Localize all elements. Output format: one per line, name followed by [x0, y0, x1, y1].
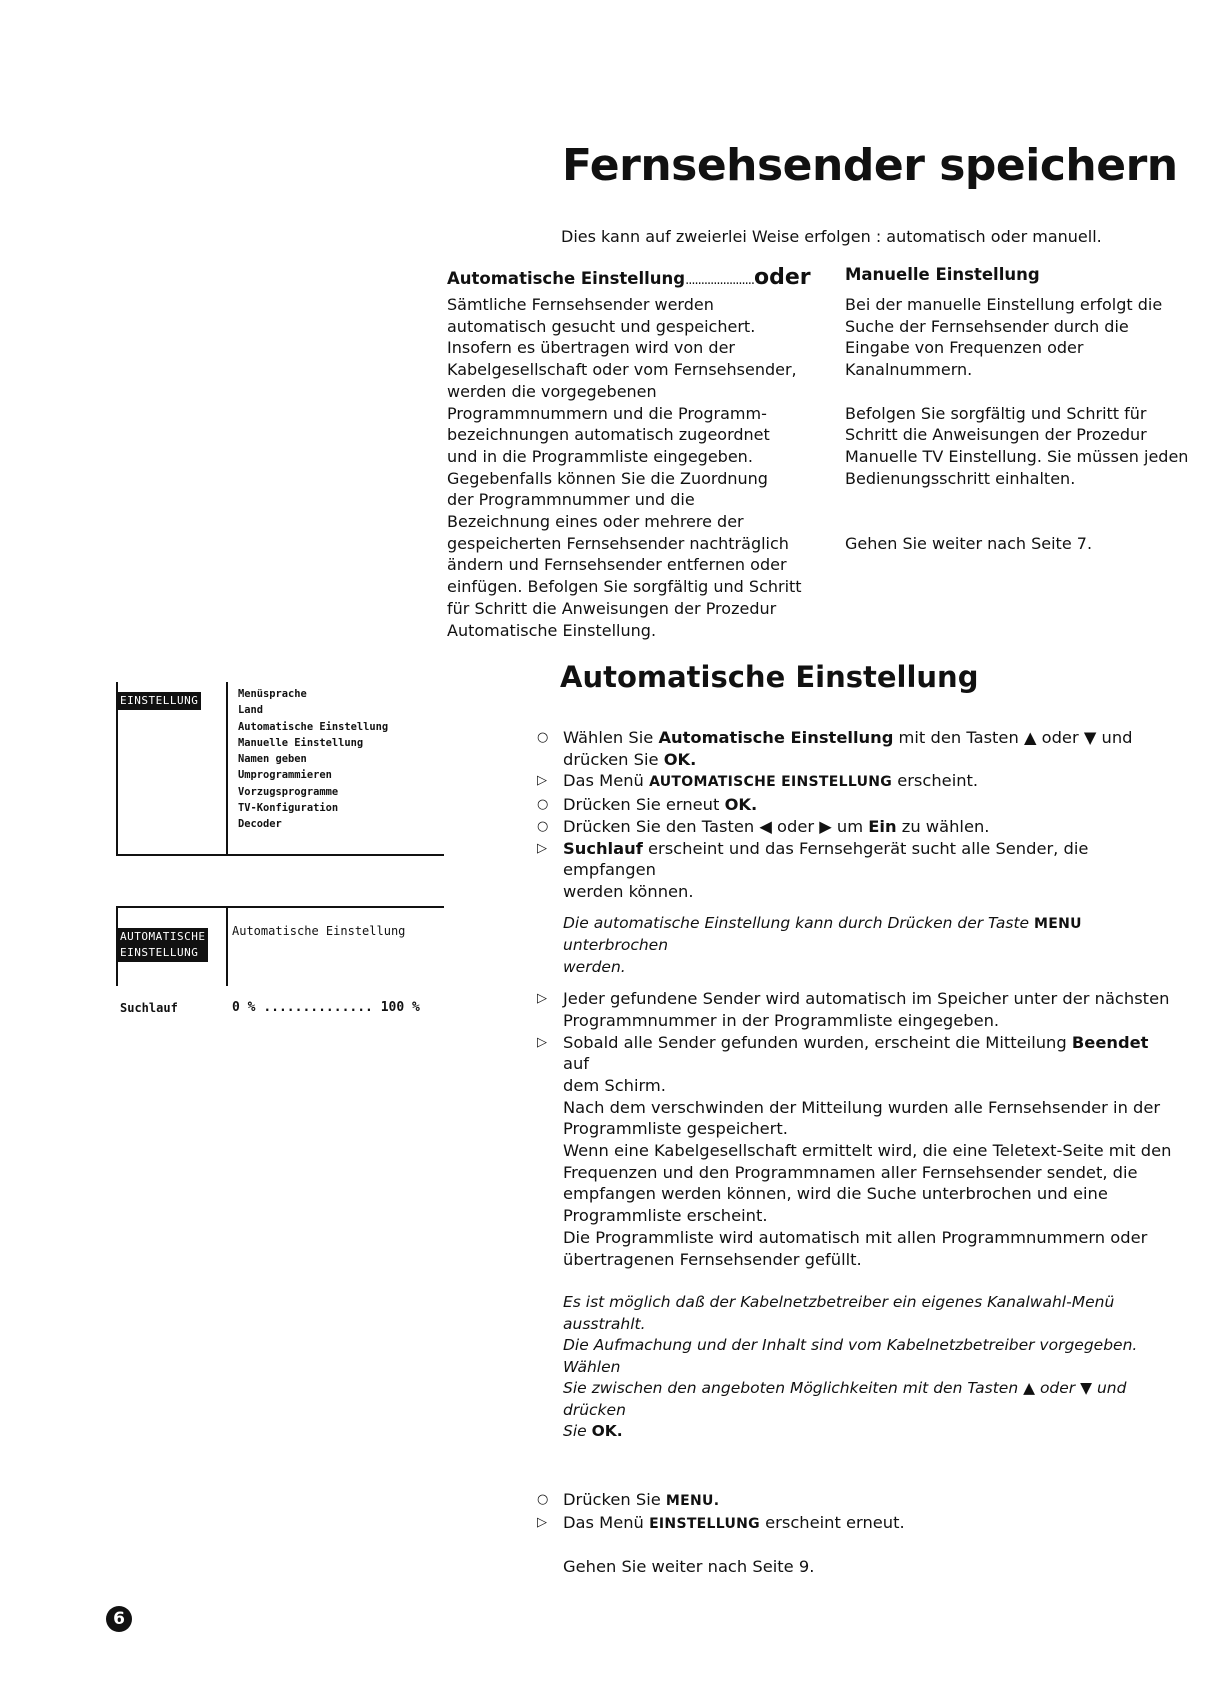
step-press-ok [537, 794, 1177, 816]
text-line: bezeichnungen automatisch zugeordnet [447, 425, 770, 445]
note-interrupt [563, 913, 1177, 979]
menu-item: Vorzugsprogramme [238, 785, 339, 798]
text-line: Suche der Fernsehsender durch die [845, 316, 1129, 336]
step-bullet-icon: ○ [537, 797, 549, 813]
result-setup-menu [537, 1512, 1177, 1536]
text-line: dem Schirm. [563, 1075, 666, 1095]
result-arrow-icon: ▷ [537, 773, 547, 789]
progress-end: 100 % [380, 1000, 420, 1015]
result-arrow-icon: ▷ [537, 840, 547, 856]
menu-item: Namen geben [238, 753, 307, 766]
right-paragraph-2 [845, 403, 1195, 490]
menu-bottom-border [116, 854, 444, 856]
search-progress [232, 1000, 420, 1015]
note-smallcaps: MENU [1034, 915, 1082, 932]
menu-item: Decoder [238, 818, 282, 831]
text-line: der Programmnummer und die [447, 490, 695, 510]
step-bold: Ein [868, 816, 897, 836]
text-line: ändern und Fernsehsender entfernen oder [447, 555, 787, 575]
step-smallcaps: EINSTELLUNG [649, 1516, 760, 1533]
intro-text: Dies kann auf zweierlei Weise erfolgen : automatisch oder manuell. [561, 227, 1102, 246]
text-line: Gegebenfalls können Sie die Zuordnung [447, 468, 768, 488]
step-text: mit den Tasten ▲ oder ▼ und [893, 728, 1133, 747]
text-line: und in die Programmliste eingegeben. [447, 446, 753, 466]
step-text: auf [563, 1054, 590, 1074]
result-each-station [537, 988, 1177, 1031]
right-paragraph-3: Gehen Sie weiter nach Seite 7. [845, 533, 1093, 553]
step-bullet-icon: ○ [537, 1491, 549, 1507]
section-title: Automatische Einstellung [560, 660, 979, 694]
step-text: Das Menü [563, 771, 650, 791]
step-text: Das Menü [563, 1513, 650, 1533]
text-line: Kabelgesellschaft oder vom Fernsehsender, [447, 360, 797, 380]
text-line: Kanalnummern. [845, 360, 973, 380]
step-text: drücken Sie [563, 749, 664, 769]
text-line: Insofern es übertragen wird von der [447, 338, 735, 358]
menu-label-auto [117, 928, 208, 962]
menu-divider [226, 906, 228, 986]
text-line: Programmnummern und die Programm- [447, 403, 767, 423]
text-line: automatisch gesucht und gespeichert. [447, 316, 756, 336]
right-paragraph-1 [845, 294, 1195, 381]
menu-label-line: AUTOMATISCHE [120, 930, 206, 943]
page-number-badge: 6 [106, 1606, 132, 1632]
menu-item: Manuelle Einstellung [238, 736, 364, 749]
step-bullet-icon: ○ [537, 818, 549, 834]
note-text: werden. [563, 957, 626, 976]
left-column-text [447, 294, 837, 641]
step-select-on [537, 816, 1177, 838]
text-line: Automatische Einstellung. [447, 620, 657, 640]
step-bullet-icon: ○ [537, 730, 549, 745]
result-search [537, 838, 1177, 903]
step-text: Jeder gefundene Sender wird automatisch im Speicher unter der nächsten [563, 989, 1170, 1009]
progress-start: 0 % [232, 1000, 256, 1015]
result-arrow-icon: ▷ [537, 1515, 547, 1531]
note-cable-menu [563, 1292, 1177, 1443]
text-line: Befolgen Sie sorgfältig und Schritt für [845, 403, 1147, 423]
text-line: Nach dem verschwinden der Mitteilung wurden alle Fernsehsender in der [563, 1097, 1161, 1117]
step-press-menu [537, 1489, 1177, 1513]
text-line: Schritt die Anweisungen der Prozedur [845, 425, 1147, 445]
step-select-auto [537, 727, 1177, 770]
text-line: einfügen. Befolgen Sie sorgfältig und Schritt [447, 577, 802, 597]
auto-menu-title: Automatische Einstellung [232, 924, 406, 938]
menu-item: Umprogrammieren [238, 769, 332, 782]
step-text: Drücken Sie [563, 1489, 666, 1509]
heading-dots: ...................... [685, 273, 755, 288]
step-bold: Beendet [1071, 1032, 1149, 1052]
text-line: Die Programmliste wird automatisch mit allen Programmnummern oder [563, 1227, 1148, 1247]
text-line: gespeicherten Fernsehsender nachträglich [447, 533, 789, 553]
heading-oder: oder [754, 265, 811, 290]
result-finished [537, 1032, 1177, 1271]
result-arrow-icon: ▷ [537, 991, 547, 1007]
text-line: Programmliste erscheint. [563, 1206, 768, 1226]
step-text: werden können. [563, 881, 694, 901]
text-line: Bedienungsschritt einhalten. [845, 468, 1076, 488]
text-line: Bezeichnung eines oder mehrere der [447, 512, 744, 532]
note-line: Sie zwischen den angeboten Möglichkeiten mit den Tasten ▲ oder ▼ und drücken [563, 1379, 1127, 1419]
note-bold: OK. [591, 1422, 623, 1441]
result-arrow-icon: ▷ [537, 1034, 547, 1050]
search-label: Suchlauf [120, 1001, 178, 1015]
text-line: Sämtliche Fernsehsender werden [447, 295, 714, 314]
page-title: Fernsehsender speichern [562, 140, 1178, 191]
text-line: werden die vorgegebenen [447, 381, 657, 401]
note-text: Die automatische Einstellung kann durch Drücken der Taste [563, 913, 1034, 932]
menu-item: Automatische Einstellung [238, 720, 389, 733]
step-text: erscheint und das Fernsehgerät sucht alle Sender, die empfangen [563, 838, 1089, 880]
setup-menu-items [238, 686, 388, 833]
step-bold: Suchlauf [563, 838, 643, 858]
menu-label-setup: EINSTELLUNG [117, 692, 201, 710]
step-text: Programmnummer in der Programmliste eingegeben. [563, 1010, 1000, 1030]
text-line: Bei der manuelle Einstellung erfolgt die [845, 295, 1163, 314]
text-line: Eingabe von Frequenzen oder [845, 338, 1084, 358]
menu-label-line: EINSTELLUNG [120, 946, 199, 959]
text-line: empfangen werden können, wird die Suche unterbrochen und eine [563, 1184, 1108, 1204]
text-line: Programmliste gespeichert. [563, 1119, 788, 1139]
step-bold: OK. [663, 749, 697, 769]
note-line: Die Aufmachung und der Inhalt sind vom Kabelnetzbetreiber vorgegeben. Wählen [563, 1336, 1138, 1376]
menu-divider [226, 682, 228, 856]
heading-manual: Manuelle Einstellung [845, 265, 1040, 284]
left-column-heading [447, 265, 811, 290]
step-text: erscheint. [892, 771, 979, 791]
step-smallcaps: AUTOMATISCHE EINSTELLUNG [649, 774, 893, 791]
result-menu-appears [537, 770, 1177, 794]
step-text: Sobald alle Sender gefunden wurden, erscheint die Mitteilung [563, 1032, 1072, 1052]
menu-item: Menüsprache [238, 688, 307, 700]
text-line: übertragenen Fernsehsender gefüllt. [563, 1249, 862, 1269]
menu-item: Land [238, 704, 264, 717]
right-column-text [845, 294, 1195, 554]
text-line: Wenn eine Kabelgesellschaft ermittelt wird, die eine Teletext-Seite mit den [563, 1141, 1172, 1161]
note-text: Sie [563, 1422, 592, 1441]
text-line: für Schritt die Anweisungen der Prozedur [447, 598, 777, 618]
progress-dots: .............. [263, 1000, 373, 1015]
heading-automatic: Automatische Einstellung [447, 269, 686, 288]
text-line: Manuelle TV Einstellung. Sie müssen jeden [845, 446, 1189, 466]
menu-item: TV-Konfiguration [238, 802, 339, 815]
menu-top-border [116, 906, 444, 908]
step-bold: OK. [724, 795, 758, 815]
step-smallcaps: MENU. [665, 1492, 720, 1509]
instruction-steps [537, 727, 1177, 1578]
text-line: Frequenzen und den Programmnamen aller Fernsehsender sendet, die [563, 1162, 1138, 1182]
final-reference: Gehen Sie weiter nach Seite 9. [563, 1557, 815, 1577]
step-text: Drücken Sie erneut [563, 795, 725, 815]
step-text: Drücken Sie den Tasten ◀ oder ▶ um [563, 816, 869, 836]
step-text: erscheint erneut. [759, 1513, 905, 1533]
note-line: Es ist möglich daß der Kabelnetzbetreiber ein eigenes Kanalwahl-Menü ausstrahlt. [563, 1293, 1115, 1333]
step-text: Wählen Sie [563, 728, 659, 747]
step-bold: Automatische Einstellung [658, 728, 894, 747]
step-text: zu wählen. [896, 816, 990, 836]
note-text: unterbrochen [563, 936, 669, 955]
